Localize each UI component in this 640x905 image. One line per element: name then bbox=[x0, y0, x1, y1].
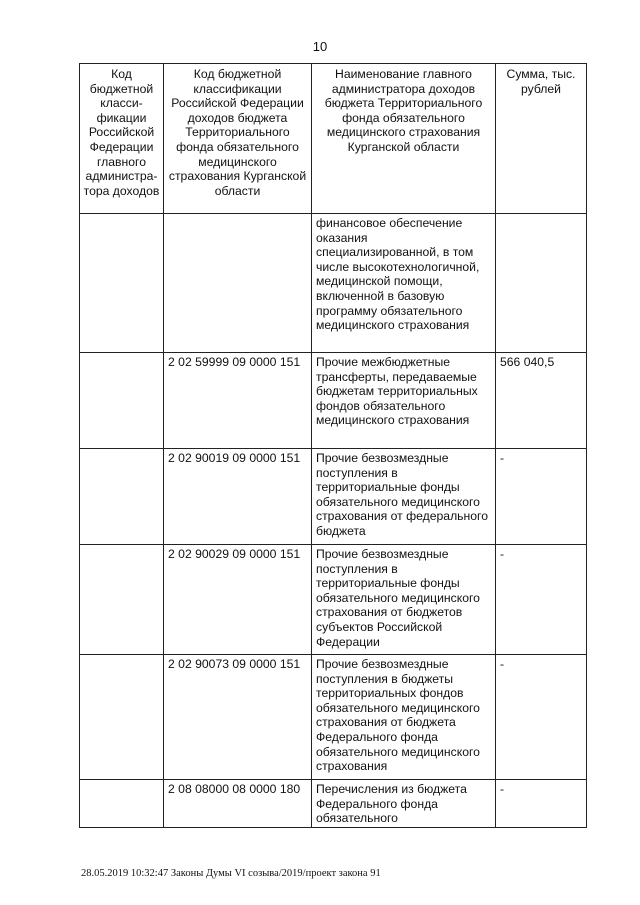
header-amount: Сумма, тыс. рублей bbox=[496, 64, 587, 214]
header-admin-code: Код бюджетной класси-фикации Российской Федерации главного администра-тора доходов bbox=[80, 64, 164, 214]
cell-income-code bbox=[164, 214, 312, 353]
cell-admin-code bbox=[80, 353, 164, 449]
cell-admin-name: Прочие безвозмездные поступления в бюджеты территориальных фондов обязательного медицинского страхования от бюджета Федерального фонда обязательного медицинского страхования bbox=[312, 655, 496, 780]
cell-amount bbox=[496, 214, 587, 353]
cell-amount: 566 040,5 bbox=[496, 353, 587, 449]
cell-income-code: 2 02 90073 09 0000 151 bbox=[164, 655, 312, 780]
cell-admin-code bbox=[80, 449, 164, 545]
cell-admin-name: Прочие безвозмездные поступления в территориальные фонды обязательного медицинского страхования от федерального бюджета bbox=[312, 449, 496, 545]
table-row bbox=[80, 545, 587, 655]
table-row bbox=[80, 214, 587, 353]
cell-admin-name: финансовое обеспечение оказания специализированной, в том числе высокотехнологичной, медицинской помощи, включенной в базовую программу обязательного медицинского страхования bbox=[312, 214, 496, 353]
cell-admin-code bbox=[80, 545, 164, 655]
cell-admin-name: Прочие межбюджетные трансферты, передаваемые бюджетам территориальных фондов обязательного медицинского страхования bbox=[312, 353, 496, 449]
cell-admin-name: Прочие безвозмездные поступления в территориальные фонды обязательного медицинского страхования от бюджетов субъектов Российской Федерации bbox=[312, 545, 496, 655]
table-row bbox=[80, 449, 587, 545]
cell-amount: - bbox=[496, 655, 587, 780]
cell-income-code: 2 08 08000 08 0000 180 bbox=[164, 780, 312, 828]
page-number: 10 bbox=[312, 39, 328, 54]
cell-admin-name: Перечисления из бюджета Федерального фонда обязательного bbox=[312, 780, 496, 828]
table-header-row bbox=[80, 64, 587, 214]
header-income-code: Код бюджетной классификации Российской Федерации доходов бюджета Территориального фонда обязательного медицинского страхования Курганской области bbox=[164, 64, 312, 214]
cell-income-code: 2 02 90029 09 0000 151 bbox=[164, 545, 312, 655]
cell-amount: - bbox=[496, 780, 587, 828]
cell-amount: - bbox=[496, 449, 587, 545]
table-row bbox=[80, 655, 587, 780]
document-footer: 28.05.2019 10:32:47 Законы Думы VI созыва/2019/проект закона 91 bbox=[81, 868, 381, 879]
table-row bbox=[80, 780, 587, 828]
revenue-table-container bbox=[79, 63, 587, 828]
table-row bbox=[80, 353, 587, 449]
cell-admin-code bbox=[80, 655, 164, 780]
cell-admin-code bbox=[80, 214, 164, 353]
revenue-codes-table bbox=[79, 63, 587, 828]
cell-income-code: 2 02 59999 09 0000 151 bbox=[164, 353, 312, 449]
cell-amount: - bbox=[496, 545, 587, 655]
cell-income-code: 2 02 90019 09 0000 151 bbox=[164, 449, 312, 545]
header-admin-name: Наименование главного администратора доходов бюджета Территориального фонда обязательного медицинского страхования Курганской области bbox=[312, 64, 496, 214]
cell-admin-code bbox=[80, 780, 164, 828]
